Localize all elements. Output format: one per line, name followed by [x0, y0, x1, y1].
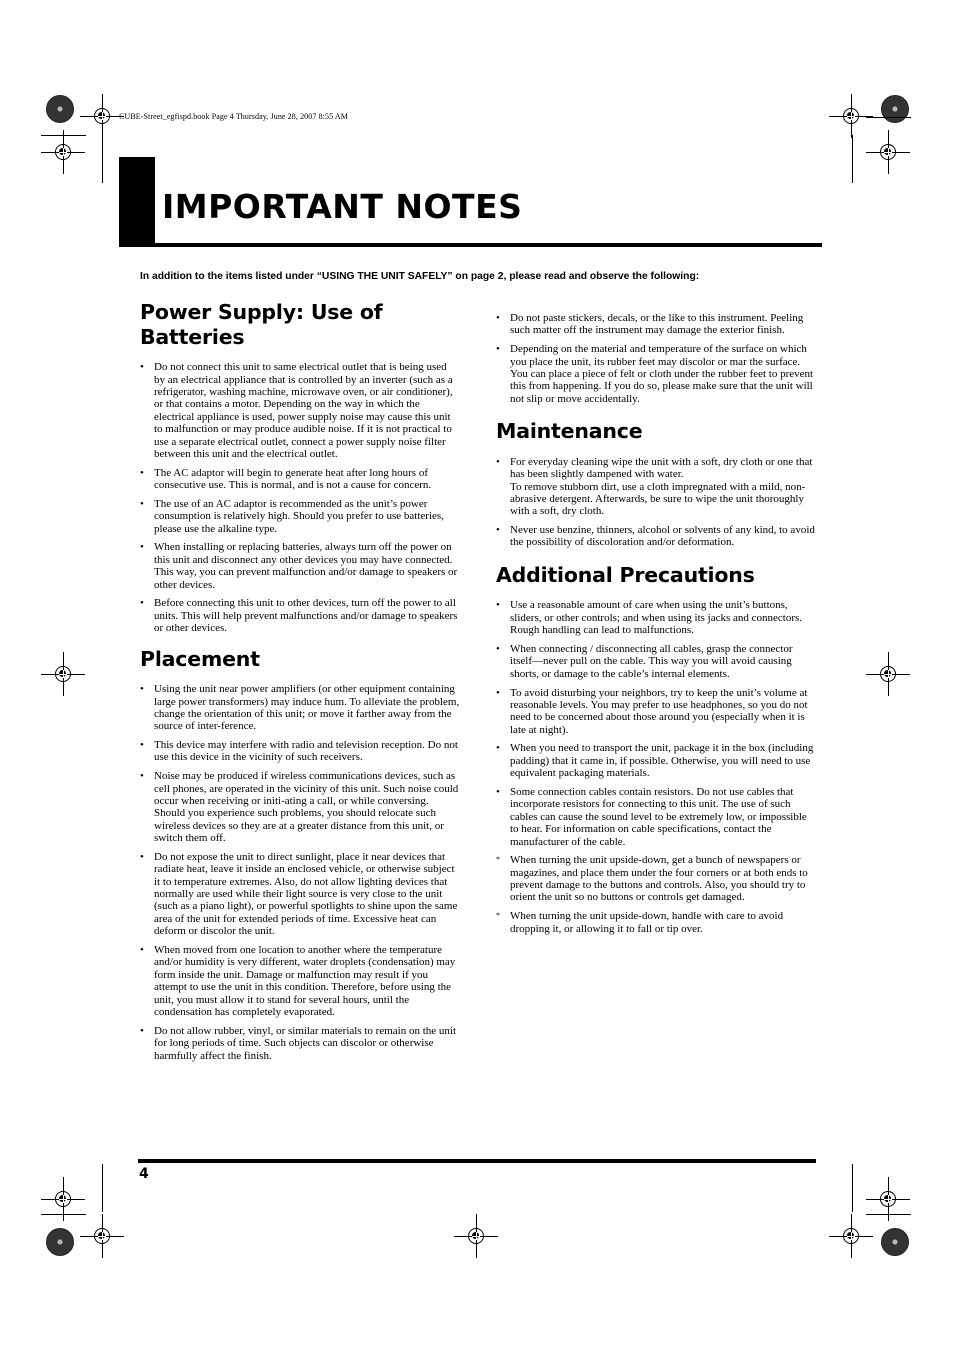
- list-item: • Before connecting this unit to other devices, turn off the power to all units. This will help prevent malfunctions and/or damage to speakers or other devices.: [140, 597, 458, 635]
- page-number: 4: [139, 1166, 149, 1182]
- registration-mark-icon: [41, 652, 85, 696]
- crop-mark: [866, 117, 911, 118]
- registration-mark-icon: [41, 130, 85, 174]
- left-column: [140, 300, 460, 1068]
- title-block: [119, 157, 155, 247]
- section-title-power-supply: Power Supply: Use of Batteries: [140, 300, 383, 349]
- page-title: IMPORTANT NOTES: [162, 187, 523, 226]
- list-item: • Never use benzine, thinners, alcohol or solvents of any kind, to avoid the possibility of discoloration and/or deformation.: [496, 524, 815, 549]
- right-column: [496, 312, 816, 941]
- crop-mark: [102, 135, 103, 183]
- intro-text: In addition to the items listed under “USING THE UNIT SAFELY” on page 2, please read and observe the following:: [140, 271, 700, 282]
- section-title-additional-precautions: Additional Precautions: [496, 562, 755, 587]
- crop-mark: [852, 135, 853, 183]
- list-item: • This device may interfere with radio and television reception. Do not use this device in the vicinity of such receivers.: [140, 739, 458, 764]
- registration-mark-icon: [80, 1214, 124, 1258]
- list-item: • Using the unit near power amplifiers (or other equipment containing large power transformers) may induce hum. To alleviate the problem, change the orientation of this unit; or move it farther away from the source of inter-ference.: [140, 683, 460, 733]
- registration-mark-icon: [829, 1214, 873, 1258]
- list-item: • For everyday cleaning wipe the unit with a soft, dry cloth or one that has been slightly dampened with water. To remove stubborn dirt, use a cloth impregnated with a mild, non-abrasive detergent. Afterwards, be sure to wipe the unit thoroughly with a soft, dry cloth.: [496, 455, 813, 518]
- list-item: • Some connection cables contain resistors. Do not use cables that incorporate resistors for connecting to this unit. The use of such cables can cause the sound level to be extremely low, or impossible to hear. For information on cable specifications, contact the manufacturer of the cable.: [496, 785, 807, 848]
- section-title-placement: Placement: [140, 646, 260, 671]
- color-target-icon: [46, 1228, 74, 1256]
- registration-mark-icon: [80, 94, 124, 138]
- file-header: CUBE-Street_egfispd.book Page 4 Thursday, June 28, 2007 8:55 AM: [119, 112, 348, 121]
- list-item: • Do not paste stickers, decals, or the like to this instrument. Peeling such matter off the instrument may damage the exterior finish.: [496, 312, 804, 337]
- list-item: • When you need to transport the unit, package it in the box (including padding) that it came in, if possible. Otherwise, you will need to use equivalent packaging materials.: [496, 742, 814, 780]
- maintenance-list: [496, 456, 816, 549]
- list-item: • Depending on the material and temperature of the surface on which you place the unit, its rubber feet may discolor or mar the surface. You can place a piece of felt or cloth under the rubber feet to prevent this from happening. If you do so, please make sure that the unit will not slip or move accidentally.: [496, 343, 814, 405]
- note-item: * When turning the unit upside-down, handle with care to avoid dropping it, or allowing it to fall or tip over.: [496, 910, 784, 935]
- list-item: • Do not expose the unit to direct sunlight, place it near devices that radiate heat, leave it inside an enclosed vehicle, or otherwise subject it to temperature extremes. Also, do not allow lighting devices that normally are used while their light source is very close to the unit (such as a piano light), or powerful spotlights to shine upon the same area of the unit for extended periods of time. Excessive heat can deform or discolor the unit.: [140, 850, 458, 938]
- registration-mark-icon: [454, 1214, 498, 1258]
- crop-mark: [41, 135, 86, 136]
- list-item: • Do not connect this unit to same electrical outlet that is being used by an electrical appliance that is controlled by an inverter (such as a refrigerator, washing machine, microwave oven, or air conditioner), or that contains a motor. Depending on the way in which the electrical appliance is used, power supply noise may cause this unit to malfunction or may produce audible noise. If it is not practical to use a separate electrical outlet, connect a power supply noise filter between this unit and the electrical outlet.: [140, 361, 453, 461]
- list-item: • Do not allow rubber, vinyl, or similar materials to remain on the unit for long periods of time. Such objects can discolor or otherwise harmfully affect the finish.: [140, 1024, 456, 1062]
- placement-list-continued: [496, 312, 816, 405]
- crop-mark: [866, 1214, 911, 1215]
- list-item: • When moved from one location to another where the temperature and/or humidity is very different, water droplets (condensation) may form inside the unit. Damage or malfunction may result if you attempt to use the unit in this condition. Therefore, before using the unit, you must allow it to stand for several hours, until the condensation has completely evaporated.: [140, 944, 456, 1019]
- placement-list: [140, 683, 460, 1062]
- power-supply-list: [140, 361, 460, 634]
- list-item: • Noise may be produced if wireless communications devices, such as cell phones, are operated in the vicinity of this unit. Such noise could occur when receiving or initi-ating a call, or while conversing. Should you experience such problems, you should relocate such wireless devices so they are at a greater distance from this unit, or switch them off.: [140, 770, 459, 845]
- list-item: • When installing or replacing batteries, always turn off the power on this unit and disconnect any other devices you may have connected. This way, you can prevent malfunction and/or damage to speakers or other devices.: [140, 541, 458, 591]
- list-item: • When connecting / disconnecting all cables, grasp the connector itself—never pull on the cable. This way you will avoid causing shorts, or damage to the cable’s internal elements.: [496, 642, 793, 680]
- color-target-icon: [881, 1228, 909, 1256]
- list-item: • The AC adaptor will begin to generate heat after long hours of consecutive use. This is normal, and is not a cause for concern.: [140, 466, 432, 492]
- crop-mark: [102, 1164, 103, 1212]
- list-item: • To avoid disturbing your neighbors, try to keep the unit’s volume at reasonable levels. You may prefer to use headphones, so you do not need to be concerned about those around you (especially when it is late at night).: [496, 686, 808, 736]
- list-item: • Use a reasonable amount of care when using the unit’s buttons, sliders, or other controls; and when using its jacks and connectors. Rough handling can lead to malfunctions.: [496, 599, 803, 637]
- note-item: * When turning the unit upside-down, get a bunch of newspapers or magazines, and place them under the four corners or at both ends to prevent damage to the buttons and controls. Also, you should try to orient the unit so no buttons or controls get damaged.: [496, 854, 808, 904]
- title-rule: [119, 243, 822, 247]
- registration-mark-icon: [866, 652, 910, 696]
- list-item: • The use of an AC adaptor is recommended as the unit’s power consumption is relatively high. Should you prefer to use batteries, please use the alkaline type.: [140, 497, 444, 535]
- color-target-icon: [46, 95, 74, 123]
- additional-precautions-list: [496, 599, 816, 848]
- crop-mark: [852, 1164, 853, 1212]
- footer-rule: [138, 1159, 816, 1163]
- color-target-icon: [881, 95, 909, 123]
- crop-mark: [41, 1214, 86, 1215]
- section-title-maintenance: Maintenance: [496, 419, 643, 444]
- registration-mark-icon: [866, 130, 910, 174]
- notes-list: [496, 854, 816, 935]
